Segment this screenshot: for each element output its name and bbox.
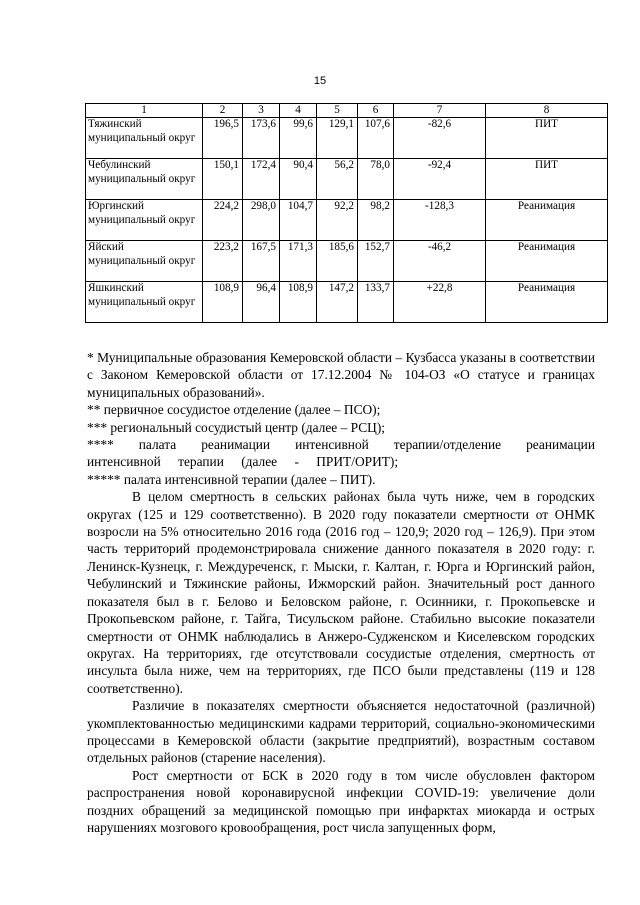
value-cell: 173,6: [243, 118, 280, 159]
table-row: [86, 118, 608, 159]
footnote: ** первичное сосудистое отделение (далее – ПСО);: [87, 402, 381, 418]
column-header: 7: [394, 104, 486, 118]
change-cell: -46,2: [394, 241, 486, 282]
value-cell: 152,7: [358, 241, 394, 282]
value-cell: 129,1: [317, 118, 358, 159]
change-cell: -92,4: [394, 159, 486, 200]
department-cell: ПИТ: [486, 159, 608, 200]
district-name: Яшкинский муниципальный округ: [86, 282, 203, 323]
value-cell: 78,0: [358, 159, 394, 200]
page-number: 15: [313, 75, 327, 87]
value-cell: 224,2: [203, 200, 243, 241]
department-cell: Реанимация: [486, 241, 608, 282]
paragraph: Рост смертности от БСК в 2020 году в том числе обусловлен фактором распространения новой коронавирусной инфекции COVID-19: увеличение доли поздних обращений за медицинской помощью при инфарктах миокарда и острых нарушениях мозгового кровообращения, рост числа запущенных форм,: [87, 767, 595, 835]
value-cell: 108,9: [280, 282, 317, 323]
value-cell: 104,7: [280, 200, 317, 241]
district-name: Юргинский муниципальный округ: [86, 200, 203, 241]
footnote: ***** палата интенсивной терапии (далее – ПИТ).: [87, 471, 376, 487]
table-row: [86, 200, 608, 241]
value-cell: 107,6: [358, 118, 394, 159]
column-header: 8: [486, 104, 608, 118]
column-header: 5: [317, 104, 358, 118]
value-cell: 150,1: [203, 159, 243, 200]
value-cell: 147,2: [317, 282, 358, 323]
value-cell: 108,9: [203, 282, 243, 323]
value-cell: 167,5: [243, 241, 280, 282]
footnote: *** региональный сосудистый центр (далее – РСЦ);: [87, 419, 386, 435]
table-row: [86, 282, 608, 323]
column-header: 2: [203, 104, 243, 118]
value-cell: 171,3: [280, 241, 317, 282]
value-cell: 185,6: [317, 241, 358, 282]
value-cell: 96,4: [243, 282, 280, 323]
column-header: 3: [243, 104, 280, 118]
value-cell: 133,7: [358, 282, 394, 323]
department-cell: Реанимация: [486, 282, 608, 323]
value-cell: 90,4: [280, 159, 317, 200]
value-cell: 298,0: [243, 200, 280, 241]
district-name: Тяжинский муниципальный округ: [86, 118, 203, 159]
footnote: * Муниципальные образования Кемеровской области – Кузбасса указаны в соответствии с Законом Кемеровской области от 17.12.2004 № 104-ОЗ «О статусе и границах муниципальных образований».: [87, 350, 595, 400]
change-cell: -128,3: [394, 200, 486, 241]
table-header-row: [86, 104, 608, 118]
department-cell: ПИТ: [486, 118, 608, 159]
value-cell: 172,4: [243, 159, 280, 200]
table-row: [86, 159, 608, 200]
body-text: [87, 349, 595, 836]
value-cell: 196,5: [203, 118, 243, 159]
column-header: 4: [280, 104, 317, 118]
district-name: Чебулинский муниципальный округ: [86, 159, 203, 200]
column-header: 1: [86, 104, 203, 118]
column-header: 6: [358, 104, 394, 118]
paragraph: В целом смертность в сельских районах была чуть ниже, чем в городских округах (125 и 129 соответственно). В 2020 году показатели смертности от ОНМК возросли на 5% относительно 2016 года (2016 год – 120,9; 2020 год – 126,9). При этом часть территорий продемонстрировала снижение данного показателя в 2020 году: г. Ленинск-Кузнецк, г. Междуреченск, г. Мыски, г. Калтан, г. Юрга и Юргинский район, Чебулинский и Тяжинские районы, Ижморский район. Значительный рост данного показателя был в г. Белово и Беловском районе, г. Осинники, г. Прокопьевске и Прокопьевском районе, г. Тайга, Тисульском районе. Стабильно высокие показатели смертности от ОНМК наблюдались в Анжеро-Судженском и Киселевском городских округах. На территориях, где отсутствовали сосудистые отделения, смертность от инсульта была ниже, чем на территориях, где ПСО были представлены (119 и 128 соответственно).: [87, 489, 595, 696]
department-cell: Реанимация: [486, 200, 608, 241]
paragraph: Различие в показателях смертности объясняется недостаточной (различной) укомплектованностью медицинскими кадрами территорий, социально-экономическими процессами в Кемеровской области (закрытие предприятий), возрастным составом отдельных районов (старение населения).: [87, 698, 595, 766]
change-cell: -82,6: [394, 118, 486, 159]
value-cell: 99,6: [280, 118, 317, 159]
district-name: Яйский муниципальный округ: [86, 241, 203, 282]
table-row: [86, 241, 608, 282]
value-cell: 56,2: [317, 159, 358, 200]
mortality-table: [85, 103, 608, 323]
change-cell: +22,8: [394, 282, 486, 323]
value-cell: 98,2: [358, 200, 394, 241]
value-cell: 223,2: [203, 241, 243, 282]
footnote: **** палата реанимации интенсивной терапии/отделение реанимации интенсивной терапии (далее - ПРИТ/ОРИТ);: [87, 437, 595, 470]
value-cell: 92,2: [317, 200, 358, 241]
